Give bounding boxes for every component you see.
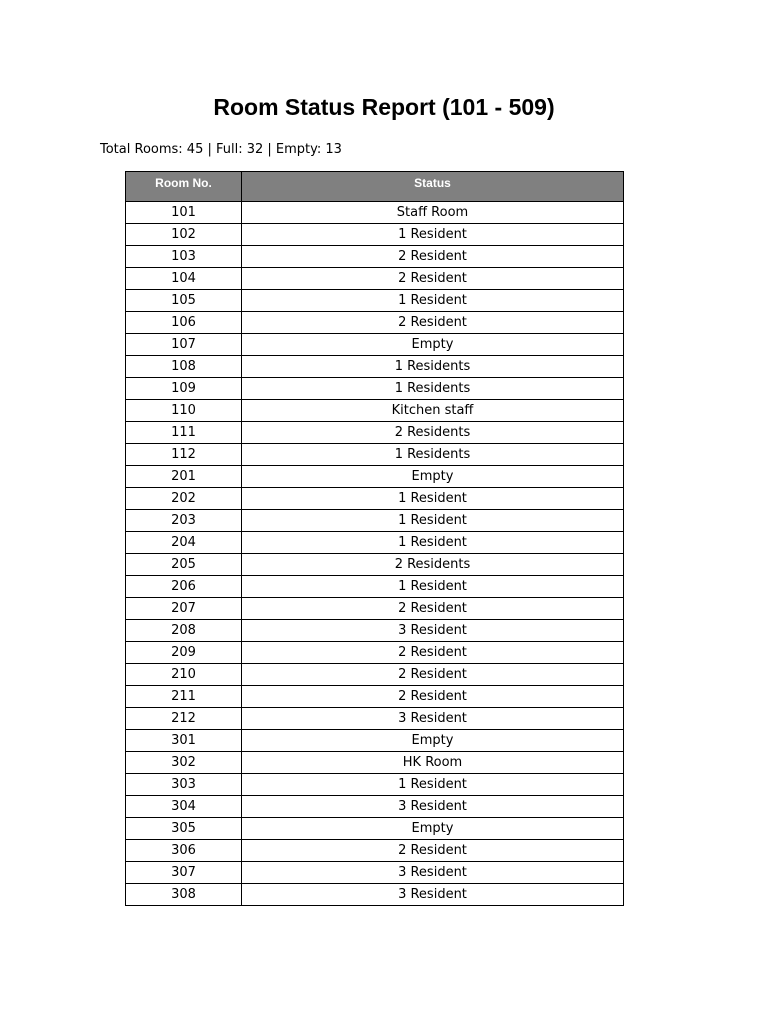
table-row (126, 510, 624, 532)
room-status-cell: Staff Room (242, 202, 624, 224)
table-row (126, 730, 624, 752)
room-number-cell: 306 (126, 840, 242, 862)
table-row (126, 224, 624, 246)
table-row (126, 488, 624, 510)
room-number-cell: 302 (126, 752, 242, 774)
room-status-cell: Kitchen staff (242, 400, 624, 422)
room-number-cell: 209 (126, 642, 242, 664)
table-row (126, 774, 624, 796)
column-header-status: Status (242, 172, 624, 202)
room-status-cell: 1 Residents (242, 356, 624, 378)
room-number-cell: 308 (126, 884, 242, 906)
table-row (126, 818, 624, 840)
table-row (126, 202, 624, 224)
room-number-cell: 207 (126, 598, 242, 620)
table-row (126, 884, 624, 906)
column-header-room-no: Room No. (126, 172, 242, 202)
room-status-cell: Empty (242, 466, 624, 488)
room-number-cell: 212 (126, 708, 242, 730)
room-status-cell: 1 Resident (242, 576, 624, 598)
room-status-cell: 1 Resident (242, 224, 624, 246)
room-number-cell: 110 (126, 400, 242, 422)
table-row (126, 862, 624, 884)
table-header-row (126, 172, 624, 202)
room-status-cell: 1 Residents (242, 378, 624, 400)
room-status-cell: 2 Resident (242, 664, 624, 686)
room-status-cell: 1 Resident (242, 488, 624, 510)
table-row (126, 532, 624, 554)
room-number-cell: 303 (126, 774, 242, 796)
room-number-cell: 109 (126, 378, 242, 400)
room-status-cell: 1 Resident (242, 532, 624, 554)
room-status-cell: 3 Resident (242, 708, 624, 730)
table-row (126, 290, 624, 312)
room-number-cell: 211 (126, 686, 242, 708)
room-number-cell: 203 (126, 510, 242, 532)
table-row (126, 708, 624, 730)
room-number-cell: 107 (126, 334, 242, 356)
table-row (126, 268, 624, 290)
room-status-cell: 2 Resident (242, 268, 624, 290)
room-number-cell: 204 (126, 532, 242, 554)
page-title: Room Status Report (101 - 509) (213, 94, 555, 120)
room-number-cell: 106 (126, 312, 242, 334)
table-row (126, 796, 624, 818)
room-summary: Total Rooms: 45 | Full: 32 | Empty: 13 (100, 142, 342, 157)
room-status-cell: 1 Resident (242, 290, 624, 312)
table-row (126, 378, 624, 400)
table-row (126, 312, 624, 334)
table-row (126, 620, 624, 642)
table-row (126, 576, 624, 598)
room-number-cell: 103 (126, 246, 242, 268)
table-row (126, 752, 624, 774)
room-status-cell: 3 Resident (242, 620, 624, 642)
table-row (126, 554, 624, 576)
room-status-table (125, 171, 624, 906)
table-row (126, 642, 624, 664)
room-number-cell: 210 (126, 664, 242, 686)
room-status-cell: 1 Resident (242, 774, 624, 796)
table-row (126, 466, 624, 488)
room-status-cell: HK Room (242, 752, 624, 774)
room-status-cell: 3 Resident (242, 884, 624, 906)
room-status-cell: 2 Resident (242, 686, 624, 708)
table-row (126, 686, 624, 708)
room-number-cell: 206 (126, 576, 242, 598)
room-status-cell: 2 Resident (242, 840, 624, 862)
room-number-cell: 208 (126, 620, 242, 642)
room-number-cell: 304 (126, 796, 242, 818)
room-number-cell: 102 (126, 224, 242, 246)
room-number-cell: 105 (126, 290, 242, 312)
room-status-cell: 3 Resident (242, 796, 624, 818)
room-status-cell: 2 Resident (242, 246, 624, 268)
room-number-cell: 108 (126, 356, 242, 378)
room-status-cell: 2 Resident (242, 312, 624, 334)
table-body (126, 202, 624, 906)
room-status-cell: 1 Residents (242, 444, 624, 466)
room-status-cell: Empty (242, 334, 624, 356)
table-row (126, 422, 624, 444)
table-row (126, 400, 624, 422)
room-status-cell: 2 Resident (242, 642, 624, 664)
room-number-cell: 101 (126, 202, 242, 224)
room-number-cell: 205 (126, 554, 242, 576)
room-status-cell: 1 Resident (242, 510, 624, 532)
table-row (126, 334, 624, 356)
table-header (126, 172, 624, 202)
room-number-cell: 202 (126, 488, 242, 510)
table-row (126, 598, 624, 620)
room-number-cell: 305 (126, 818, 242, 840)
table-row (126, 246, 624, 268)
room-number-cell: 301 (126, 730, 242, 752)
table-row (126, 664, 624, 686)
room-number-cell: 201 (126, 466, 242, 488)
room-status-cell: 2 Residents (242, 422, 624, 444)
room-status-cell: 2 Residents (242, 554, 624, 576)
table-row (126, 444, 624, 466)
room-number-cell: 104 (126, 268, 242, 290)
room-number-cell: 112 (126, 444, 242, 466)
room-status-cell: Empty (242, 818, 624, 840)
room-status-cell: 3 Resident (242, 862, 624, 884)
room-status-cell: Empty (242, 730, 624, 752)
room-status-cell: 2 Resident (242, 598, 624, 620)
table-row (126, 840, 624, 862)
room-number-cell: 111 (126, 422, 242, 444)
table-row (126, 356, 624, 378)
room-number-cell: 307 (126, 862, 242, 884)
